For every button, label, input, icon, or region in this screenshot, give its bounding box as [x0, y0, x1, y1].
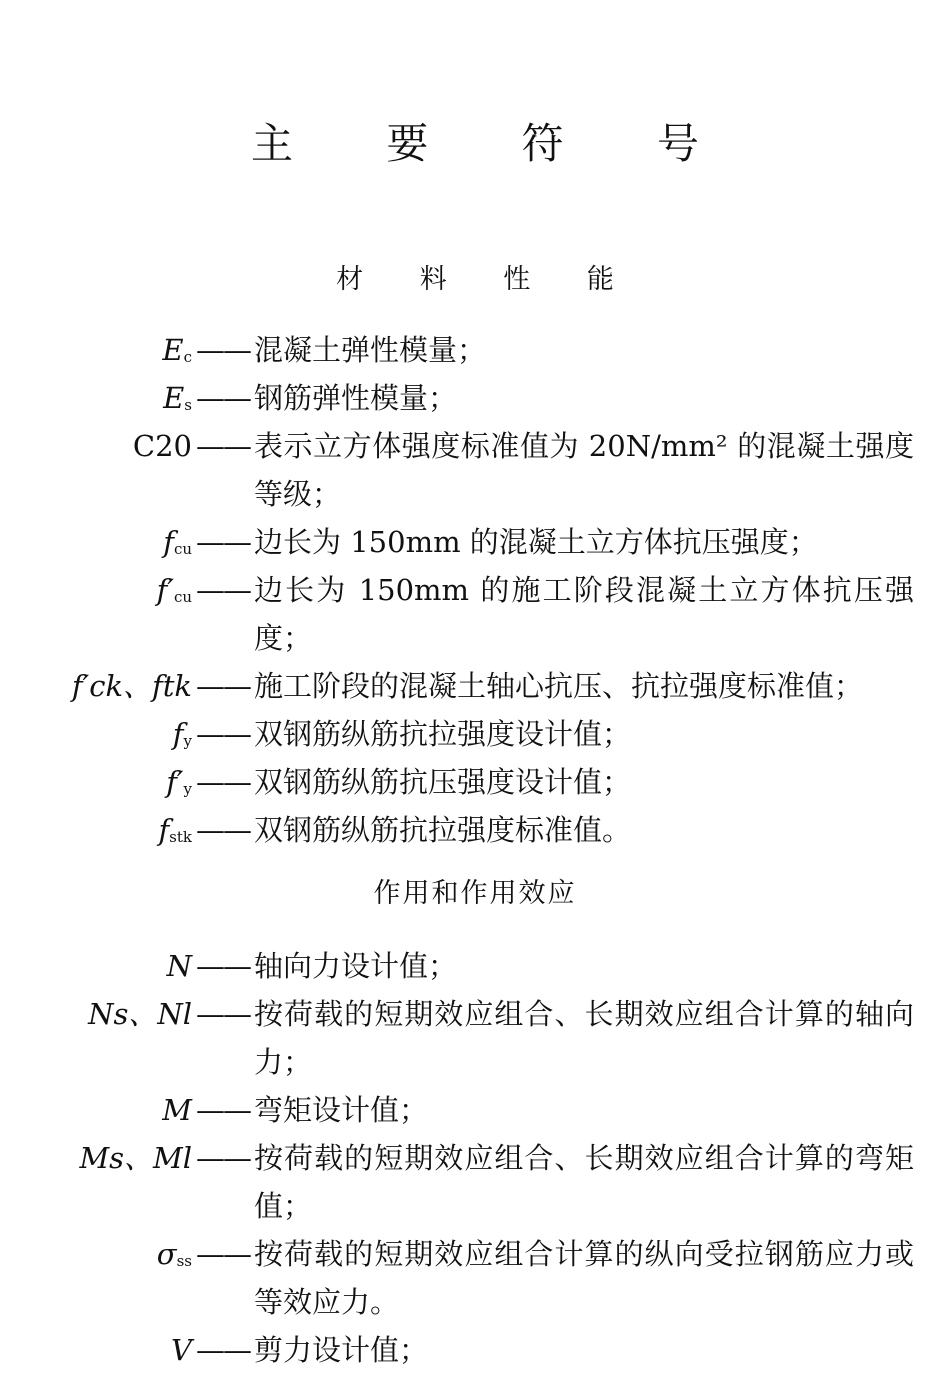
symbol-description: 按荷载的短期效应组合、长期效应组合计算的轴向力； [254, 997, 914, 1079]
material-symbol-list [0, 326, 950, 854]
symbol-entry [0, 662, 950, 710]
symbol-entry [0, 806, 950, 854]
symbol: $f'_{cu}$ [156, 573, 192, 607]
action-symbol-list [0, 942, 950, 1374]
symbol-description: 按荷载的短期效应组合、长期效应组合计算的弯矩值； [254, 1141, 914, 1223]
dash-separator: —— [196, 997, 250, 1031]
dash-separator: —— [196, 333, 250, 367]
symbol: $\sigma_{ss}$ [156, 1237, 192, 1271]
dash-separator: —— [196, 669, 250, 703]
symbol: $f_{cu}$ [163, 525, 192, 559]
symbol: V [171, 1333, 192, 1367]
symbol-entry [0, 710, 950, 758]
symbol: Ms、Ml [79, 1141, 192, 1175]
symbol: f′ck、ftk [71, 669, 192, 703]
symbol-description: 表示立方体强度标准值为 20N/mm² 的混凝土强度等级； [254, 429, 914, 511]
symbol-description: 钢筋弹性模量； [254, 381, 458, 415]
symbol-entry [0, 1086, 950, 1134]
symbol-description: 弯矩设计值； [254, 1093, 429, 1127]
page-title: 主 要 符 号 [250, 119, 740, 169]
dash-separator: —— [196, 949, 250, 983]
symbol-description: 边长为 150mm 的施工阶段混凝土立方体抗压强度； [254, 573, 914, 655]
symbol: Ns、Nl [88, 997, 192, 1031]
dash-separator: —— [196, 765, 250, 799]
symbol-description: 轴向力设计值； [254, 949, 458, 983]
dash-separator: —— [196, 1237, 250, 1271]
dash-separator: —— [196, 1333, 250, 1367]
symbol: $f_y$ [172, 717, 192, 751]
dash-separator: —— [196, 525, 250, 559]
symbol-description: 剪力设计值； [254, 1333, 429, 1367]
symbol-entry [0, 1230, 950, 1326]
symbol: $f'_y$ [166, 765, 192, 799]
section-heading-material-properties: 材 料 性 能 [336, 264, 638, 295]
dash-separator: —— [196, 1141, 250, 1175]
symbol-entry [0, 990, 950, 1086]
symbol-entry [0, 758, 950, 806]
symbol-description: 混凝土弹性模量； [254, 333, 487, 367]
symbol: $E_s$ [163, 381, 192, 415]
symbol-description: 双钢筋纵筋抗压强度设计值； [254, 765, 632, 799]
symbol-entry [0, 942, 950, 990]
dash-separator: —— [196, 717, 250, 751]
symbol-entry [0, 1326, 950, 1374]
dash-separator: —— [196, 1093, 250, 1127]
symbol-description: 边长为 150mm 的混凝土立方体抗压强度； [254, 525, 818, 559]
symbol: $E_c$ [162, 333, 192, 367]
symbol-entry [0, 518, 950, 566]
symbol-entry [0, 374, 950, 422]
dash-separator: —— [196, 573, 250, 607]
symbol-description: 施工阶段的混凝土轴心抗压、抗拉强度标准值； [254, 669, 864, 703]
symbol-description: 双钢筋纵筋抗拉强度标准值。 [254, 813, 632, 847]
symbol: C20 [132, 429, 192, 463]
symbol: $f_{stk}$ [158, 813, 192, 847]
symbol: N [166, 949, 192, 983]
dash-separator: —— [196, 813, 250, 847]
dash-separator: —— [196, 381, 250, 415]
symbol-description: 双钢筋纵筋抗拉强度设计值； [254, 717, 632, 751]
dash-separator: —— [196, 429, 250, 463]
symbol-entry [0, 566, 950, 662]
symbol-entry [0, 1134, 950, 1230]
symbol-entry [0, 326, 950, 374]
symbol-description: 按荷载的短期效应组合计算的纵向受拉钢筋应力或等效应力。 [254, 1237, 914, 1319]
symbol: M [162, 1093, 192, 1127]
symbol-entry [0, 422, 950, 518]
section-heading-actions-and-effects: 作用和作用效应 [373, 878, 577, 909]
